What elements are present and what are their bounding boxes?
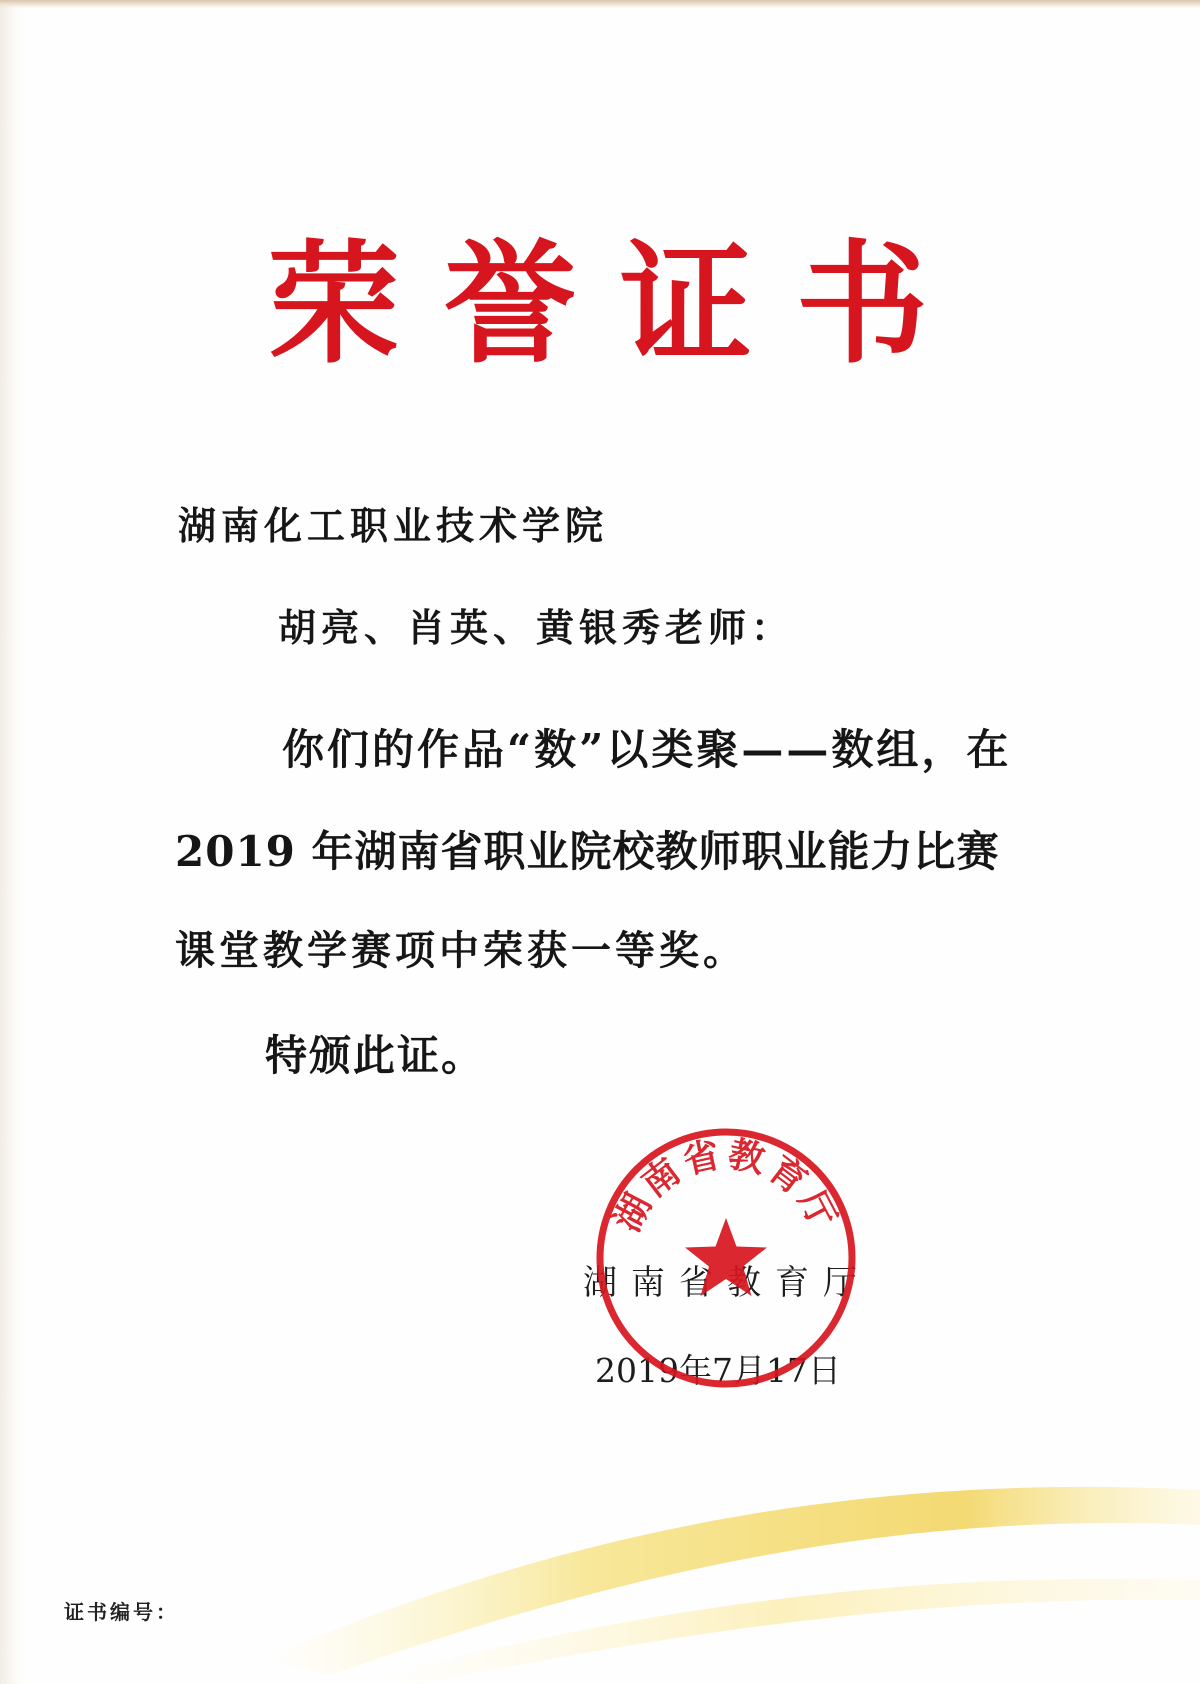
award-text-line-1: 你们的作品“数”以类聚——数组，在: [282, 725, 1012, 774]
recipient-institution: 湖南化工职业技术学院: [178, 503, 609, 548]
paper-top-edge: [0, 0, 1200, 8]
recipient-teachers: 胡亮、肖英、黄银秀老师：: [278, 605, 795, 650]
certificate-title: 荣誉证书: [268, 227, 972, 382]
issue-date: 2019年7月17日: [595, 1351, 841, 1390]
seal-text: 湖南省教育厅: [606, 1133, 846, 1239]
seal-star-icon: [685, 1218, 767, 1296]
official-seal: [590, 1122, 862, 1394]
issuer-name: 湖南省教育厅: [583, 1263, 871, 1303]
award-text-line-2: 2019 年湖南省职业院校教师职业能力比赛: [175, 827, 1000, 876]
certificate-number-label: 证书编号：: [64, 1600, 179, 1624]
decorative-gold-swoosh: [0, 1430, 1200, 1684]
award-text-line-3: 课堂教学赛项中荣获一等奖。: [175, 927, 747, 974]
closing-statement: 特颁此证。: [265, 1031, 486, 1080]
